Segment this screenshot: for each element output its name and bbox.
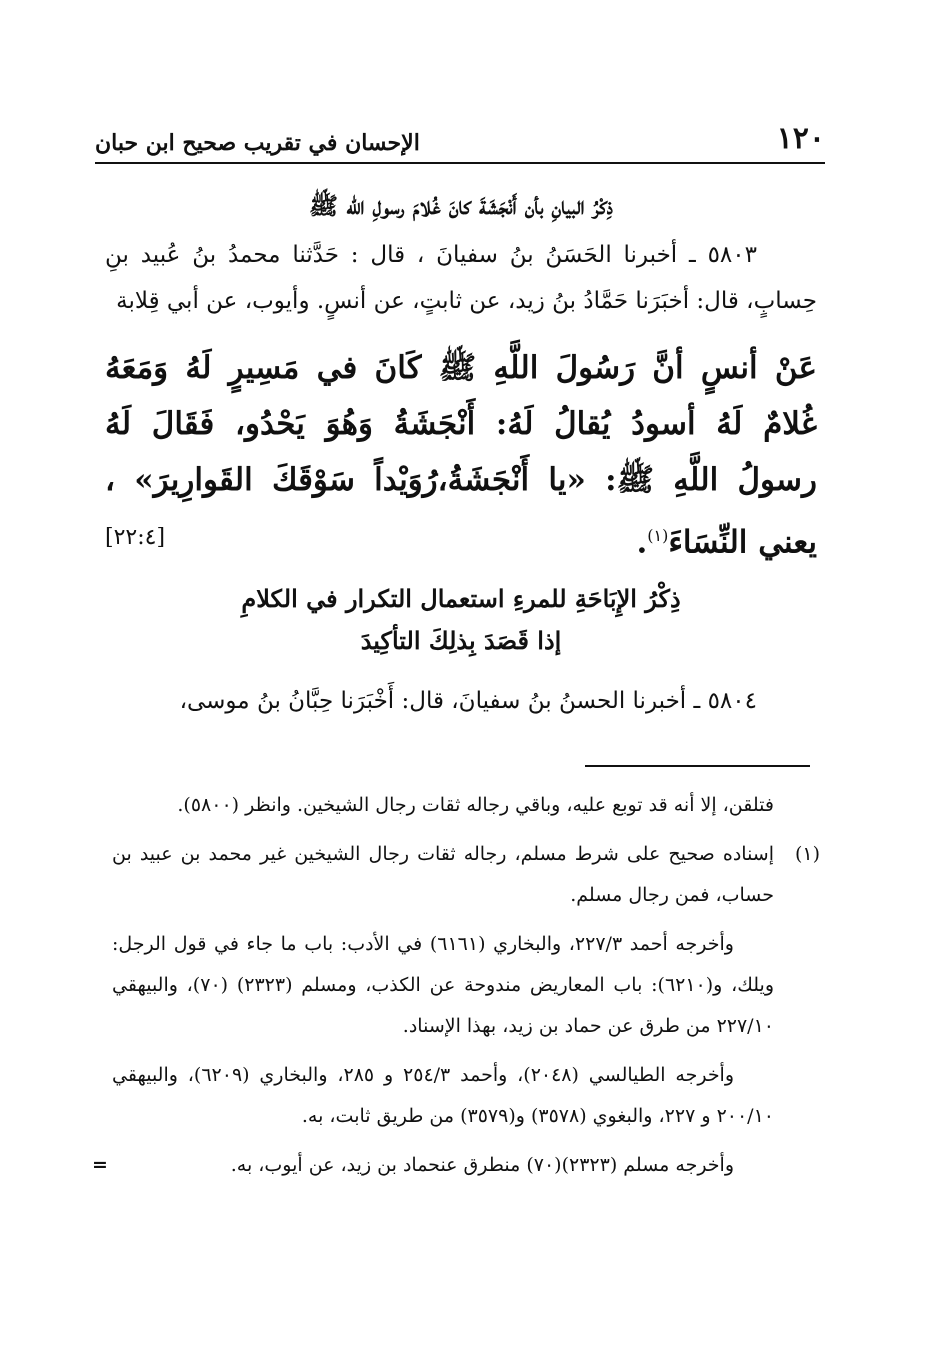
footnotes <box>92 785 820 1194</box>
hadith-number: ٥٨٠٤ ـ <box>693 688 757 715</box>
footnote-1 <box>112 834 820 916</box>
chapter-heading-1: ذِكْرُ البيانِ بأن أَنْجَشَةَ كانَ غُلامَ رسولِ الله ﷺ <box>309 191 613 220</box>
footnote-text: إسناده صحيح على شرط مسلم، رجاله ثقات رجال الشيخين غير محمد بن عبيد بن حساب، فمن رجال مسلم. <box>112 843 774 906</box>
chapter-heading-2-line2: إذا قَصَدَ بِذلِكَ التأكِيدَ <box>360 626 562 656</box>
book-title: الإحسان في تقريب صحيح ابن حبان <box>95 130 420 156</box>
hadith-5804-isnad <box>105 678 817 724</box>
isnad-text: أخبرنا الحسنُ بنُ سفيانَ، قال: أَخْبَرَنا حِبَّانُ بنُ موسى، <box>179 688 687 715</box>
isnad-text: أخبرنا الحَسَنُ بنُ سفيانَ ، قال : حَدَّثنا محمدُ بنُ عُبيد بنِ حِسابٍ، قال: أخبَرَنا حَمَّادُ بنُ زيد، عن ثابتٍ، عن أنسٍ. وأيوب، عن أبي قِلابة <box>105 242 817 314</box>
running-header <box>95 118 825 164</box>
matn-text: عَنْ أنسٍ أنَّ رَسُولَ اللَّهِ ﷺ كَانَ في مَسِيرٍ لَهُ وَمَعَهُ غُلامٌ لَهُ أسودُ يُقالُ لَهُ: أَنْجَشَةُ وَهُوَ يَحْدُو، فَقَالَ لَهُ رسولُ اللَّهِ ﷺ: «يا أَنْجَشَةُ،رُوَيْداً سَوْقَكَ القَوارِيرَ» ، يعني النِّسَاءَ <box>105 350 817 561</box>
footnote-text: وأخرجه مسلم (٢٣٢٣)(٧٠) منطرق عنحماد بن زيد، عن أيوب، به. <box>230 1154 734 1176</box>
page-number: ١٢٠ <box>776 121 825 156</box>
hadith-5803-matn: عَنْ أنسٍ أنَّ رَسُولَ اللَّهِ ﷺ كَانَ في مَسِيرٍ لَهُ وَمَعَهُ غُلامٌ لَهُ أسودُ يُقالُ لَهُ: أَنْجَشَةُ وَهُوَ يَحْدُو، فَقَالَ لَهُ رسولُ اللَّهِ ﷺ: «يا أَنْجَشَةُ،رُوَيْداً سَوْقَكَ القَوارِيرَ» ، يعني النِّسَاءَ$^{(١)}$. [٢٢:٤] <box>105 340 817 570</box>
footnote-1-para-4 <box>92 1145 820 1186</box>
chapter-heading-2 <box>105 578 817 662</box>
chapter-heading-2-line1: ذِكْرُ الإِبَاحَةِ للمرءِ استعمال التكرار في الكلامِ <box>241 584 681 614</box>
hadith-reference: [٢٢:٤] <box>105 525 166 550</box>
hadith-5803-isnad <box>105 232 817 324</box>
footnote-continuation: فتلقن، إلا أنه قد توبع عليه، وباقي رجاله ثقات رجال الشيخين. وانظر (٥٨٠٠). <box>177 794 774 816</box>
continuation-mark: = <box>92 1154 108 1176</box>
footnote-1-para-3: وأخرجه الطيالسي (٢٠٤٨)، وأحمد ٢٥٤/٣ و ٢٨٥، والبخاري (٦٢٠٩)، والبيهقي ٢٠٠/١٠ و ٢٢٧، والبغوي (٣٥٧٨) و(٣٥٧٩) من طريق ثابت، به. <box>112 1064 774 1127</box>
footnote-marker: (١) <box>794 843 820 865</box>
footnote-ref[interactable]: (١) <box>647 526 669 545</box>
main-text <box>105 178 817 747</box>
footnote-divider <box>585 765 810 767</box>
footnote-1-para-2: وأخرجه أحمد ٢٢٧/٣، والبخاري (٦١٦١) في الأدب: باب ما جاء في قول الرجل: ويلك، و(٦٢١٠): باب المعاريض مندوحة عن الكذب، ومسلم (٢٣٢٣) (٧٠)، والبيهقي ٢٢٧/١٠ من طرق عن حماد بن زيد، بهذا الإسناد. <box>112 933 775 1037</box>
hadith-number: ٥٨٠٣ ـ <box>689 242 757 268</box>
